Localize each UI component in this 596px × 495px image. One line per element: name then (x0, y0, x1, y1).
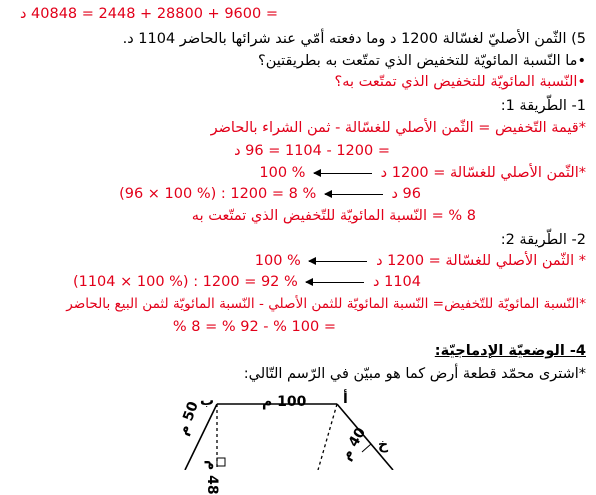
sale-percent-calc: (1104 × 100 %) : 1200 = 92 % (72, 274, 298, 290)
percent-100: 100 % (259, 165, 306, 181)
question-5: 5) الثّمن الأصليّ لغسّالة 1200 د وما دفعته أمّي عند شرائها بالحاضر 1104 د. (122, 31, 586, 47)
answer-heading: •النّسبة المائويّة للتخفيض الذي تمتّعت به؟ (334, 74, 586, 90)
discount-percent-formula: *النّسبة المائويّة للتّخفيض= النّسبة المائويّة للثمن الأصلي - النّسبة المائويّة لثمن البيع بالحاضر (66, 296, 586, 312)
original-price-text: *الثّمن الأصلي للغسّالة = 1200 د (380, 165, 586, 181)
discount-value-calc: = 1200 - 1104 = 96 د (234, 143, 390, 159)
height-label: 48 م (204, 460, 220, 495)
method-1-title: 1- الطّريقة 1: (500, 98, 586, 114)
discount-amount: 96 د (391, 186, 421, 202)
percent-100-2: 100 % (254, 253, 301, 269)
top-length-label: 100 م (262, 394, 307, 410)
method-2-title: 2- الطّريقة 2: (500, 232, 586, 248)
right-length-label: 40 م (338, 425, 370, 463)
section-4-title: 4- الوضعيّة الإدماجيّة: (434, 343, 586, 359)
original-price-text-2: * الثّمن الأصلي للغسّالة = 1200 د (376, 253, 586, 269)
foot-mark (362, 444, 371, 452)
vertex-kh-label: خ (378, 437, 389, 453)
perpendicular-line (318, 404, 337, 470)
discount-percent-calc: (96 × 100 %) : 1200 = 8 % (119, 186, 317, 202)
discount-result-2: = 100 % - 92 % = 8 % (172, 319, 336, 335)
vertex-b-label: ب (200, 393, 215, 409)
vertex-a-label: أ (343, 391, 348, 407)
sale-amount: 1104 د (373, 274, 421, 290)
discount-result-1: 8 % = النّسبة المائويّة للتّخفيض الذي تمتّعت به (191, 208, 476, 224)
calc-line-total: = 9600 + 28800 + 2448 = 40848 د (19, 6, 278, 22)
situation-statement: *اشترى محمّد قطعة أرض كما هو مبيّن في الرّسم التّالي: (243, 366, 586, 382)
question-5-sub: •ما النّسبة المائويّة للتخفيض الذي تمتّعت به بطريقتين؟ (258, 53, 586, 69)
discount-value-formula: *قيمة التّخفيض = الثّمن الأصلي للغسّالة - ثمن الشراء بالحاضر (210, 120, 586, 136)
left-length-label: 50 م (175, 399, 202, 438)
